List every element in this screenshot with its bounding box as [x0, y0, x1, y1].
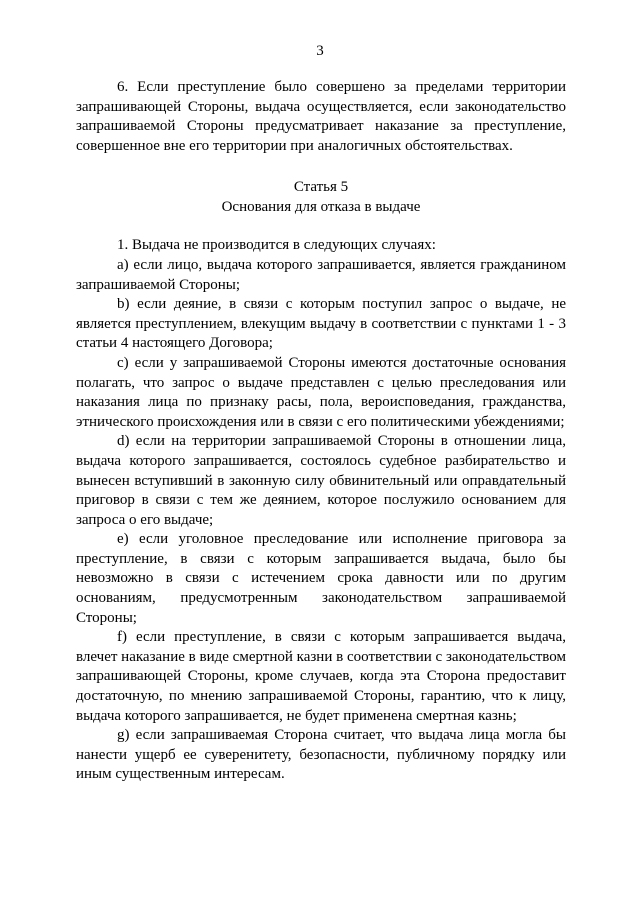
- clause-e: e) если уголовное преследование или исполнение приговора за преступление, в связи с которым запрашивается выдача, было бы невозможно в связи с истечением срока давности или по другим основаниям, предусмотренным законодательством запрашиваемой Стороны;: [76, 531, 566, 626]
- clause-g: g) если запрашиваемая Сторона считает, что выдача лица могла бы нанести ущерб ее суверенитету, безопасности, публичному порядку или иным существенным интересам.: [76, 727, 566, 783]
- document-body: [76, 78, 566, 785]
- article-number: Статья 5: [293, 179, 349, 196]
- section-spacer: [76, 217, 566, 236]
- clause-f: f) если преступление, в связи с которым запрашивается выдача, влечет наказание в виде смертной казни в соответствии с законодательством запрашивающей Стороны, кроме случаев, когда эта Сторона предоставит достаточную, по мнению запрашиваемой Стороны, гарантию, что к лицу, выдача которого запрашивается, не будет применена смертная казнь;: [76, 629, 566, 724]
- clause-a: a) если лицо, выдача которого запрашивается, является гражданином запрашиваемой Стороны;: [76, 256, 566, 293]
- intro-paragraph: 6. Если преступление было совершено за пределами территории запрашивающей Стороны, выдача осуществляется, если законодательство запрашиваемой Стороны предусматривает наказание за преступление, совершенное вне его территории при аналогичных обстоятельствах.: [76, 79, 566, 154]
- clause-c: c) если у запрашиваемой Стороны имеются достаточные основания полагать, что запрос о выдаче представлен с целью преследования или наказания лица по признаку расы, пола, вероисповедания, гражданства, этнического происхождения или в связи с его политическими убеждениями;: [76, 354, 566, 430]
- page-number: 3: [316, 43, 324, 59]
- clause-1: 1. Выдача не производится в следующих случаях:: [117, 237, 436, 254]
- article-heading: [76, 177, 566, 217]
- clause-d: d) если на территории запрашиваемой Стороны в отношении лица, выдача которого запрашивается, состоялось судебное разбирательство и вынесен вступивший в законную силу обвинительный или оправдательный приговор в связи с тем же деянием, которое послужило основанием для запроса о его выдаче;: [76, 433, 566, 528]
- article-title: Основания для отказа в выдаче: [221, 199, 421, 216]
- clause-b: b) если деяние, в связи с которым поступил запрос о выдаче, не является преступлением, влекущим выдачу в соответствии с пунктами 1 - 3 статьи 4 настоящего Договора;: [76, 296, 566, 352]
